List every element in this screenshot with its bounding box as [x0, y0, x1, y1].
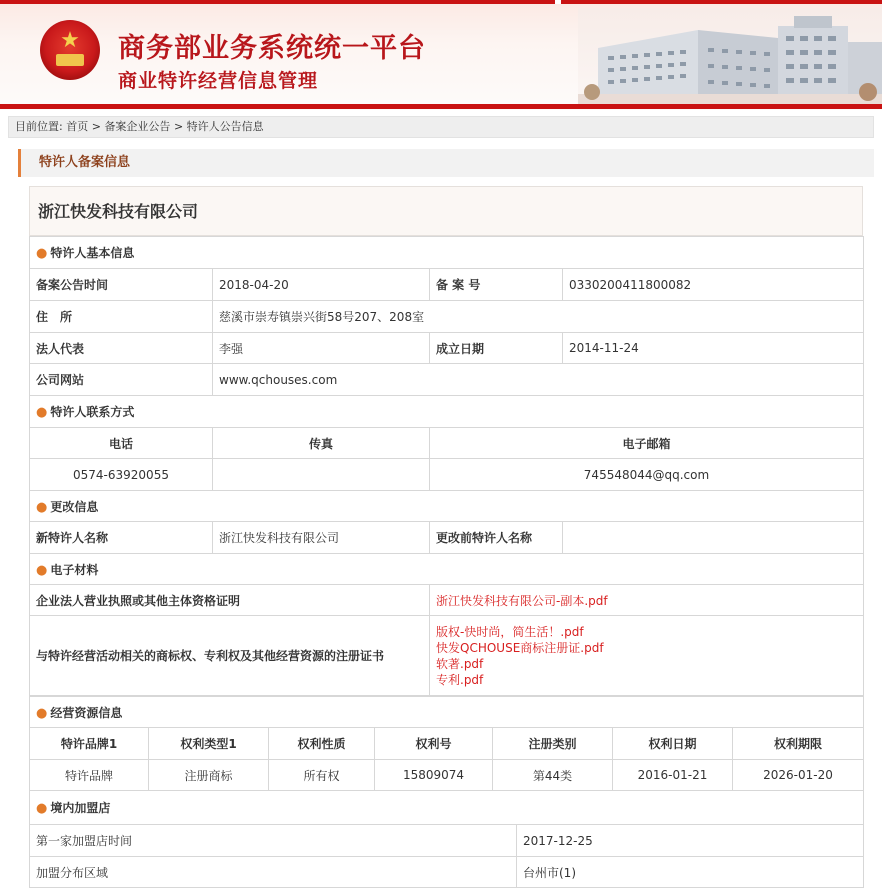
cell-class: 第44类 [493, 760, 613, 791]
cell-brand: 特许品牌 [30, 760, 149, 791]
column-header-right-date: 权利日期 [613, 728, 733, 760]
region-label: 加盟分布区域 [30, 857, 517, 888]
new-name-label: 新特许人名称 [30, 522, 213, 554]
basic-info-table [29, 236, 864, 428]
email-value: 745548044@qq.com [430, 459, 864, 491]
phone-value: 0574-63920055 [30, 459, 213, 491]
resources-table [29, 696, 864, 825]
bullet-icon: ● [36, 246, 48, 261]
column-header-right-no: 权利号 [375, 728, 493, 760]
ip-file-link[interactable]: 版权-快时尚，简生活！.pdf [436, 624, 584, 639]
fax-value [213, 459, 430, 491]
header-bottom-stripe [0, 104, 882, 109]
ip-file-link[interactable]: 软著.pdf [436, 656, 484, 671]
breadcrumb-separator: > [173, 120, 184, 133]
breadcrumb [8, 116, 874, 138]
change-info-table [29, 490, 864, 585]
address-value: 慈溪市崇寿镇崇兴街58号207、208室 [213, 301, 864, 333]
table-row [30, 760, 864, 791]
region-value: 台州市(1) [517, 857, 864, 888]
basic-info-heading: ● 特许人基本信息 [30, 237, 864, 269]
bullet-icon: ● [36, 405, 48, 420]
column-header-right-type: 权利类型1 [149, 728, 269, 760]
founded-label: 成立日期 [430, 333, 563, 364]
contact-heading: ● 特许人联系方式 [30, 396, 864, 428]
phone-column-header: 电话 [30, 428, 213, 459]
bullet-icon: ● [36, 562, 48, 578]
first-store-label: 第一家加盟店时间 [30, 825, 517, 857]
email-column-header: 电子邮箱 [430, 428, 864, 459]
cell-right-term: 2026-01-20 [733, 760, 864, 791]
company-name: 浙江快发科技有限公司 [29, 186, 863, 236]
stores-heading: ● 境内加盟店 [30, 791, 864, 825]
breadcrumb-prefix: 目前位置: [15, 120, 63, 133]
resources-heading: ● 经营资源信息 [30, 697, 864, 728]
breadcrumb-home-link[interactable]: 首页 [66, 120, 89, 133]
founded-value: 2014-11-24 [563, 333, 864, 364]
header-top-stripe [0, 0, 882, 4]
bullet-icon: ● [36, 801, 48, 816]
cell-right-date: 2016-01-21 [613, 760, 733, 791]
breadcrumb-separator: > [91, 120, 101, 133]
record-date-label: 备案公告时间 [30, 269, 213, 301]
old-name-value [563, 522, 864, 554]
column-header-brand: 特许品牌1 [30, 728, 149, 760]
record-no-value: 0330200411800082 [563, 269, 864, 301]
legal-rep-value: 李强 [213, 333, 430, 364]
ip-certificate-files [430, 616, 864, 696]
bullet-icon: ● [36, 705, 48, 721]
stores-table [29, 824, 864, 888]
cell-right-no: 15809074 [375, 760, 493, 791]
fax-column-header: 传真 [213, 428, 430, 459]
platform-subtitle: 商业特许经营信息管理 [118, 70, 319, 92]
column-header-right-nature: 权利性质 [269, 728, 375, 760]
record-date-value: 2018-04-20 [213, 269, 430, 301]
ip-file-link[interactable]: 专利.pdf [436, 672, 484, 687]
license-file-link[interactable]: 浙江快发科技有限公司-副本.pdf [430, 585, 864, 616]
materials-heading: ● 电子材料 [30, 554, 864, 585]
breadcrumb-current: 特许人公告信息 [186, 120, 264, 133]
national-emblem-icon: ★ [40, 20, 100, 80]
address-label: 住 所 [30, 301, 213, 333]
license-label: 企业法人营业执照或其他主体资格证明 [30, 585, 430, 616]
ip-certificates-label: 与特许经营活动相关的商标权、专利权及其他经营资源的注册证书 [30, 616, 430, 696]
cell-right-type: 注册商标 [149, 760, 269, 791]
first-store-value: 2017-12-25 [517, 825, 864, 857]
contact-table [29, 427, 864, 491]
column-header-right-term: 权利期限 [733, 728, 864, 760]
column-header-class: 注册类别 [493, 728, 613, 760]
legal-rep-label: 法人代表 [30, 333, 213, 364]
ministry-building-image [578, 8, 882, 104]
materials-table [29, 584, 864, 696]
bullet-icon: ● [36, 499, 48, 515]
website-label: 公司网站 [30, 364, 213, 396]
breadcrumb-notice-link[interactable]: 备案企业公告 [104, 120, 171, 133]
old-name-label: 更改前特许人名称 [430, 522, 563, 554]
cell-right-nature: 所有权 [269, 760, 375, 791]
record-no-label: 备 案 号 [430, 269, 563, 301]
section-title: 特许人备案信息 [18, 149, 874, 177]
website-value: www.qchouses.com [213, 364, 864, 396]
new-name-value: 浙江快发科技有限公司 [213, 522, 430, 554]
site-header [0, 0, 882, 110]
change-heading: ● 更改信息 [30, 491, 864, 522]
platform-title: 商务部业务系统统一平台 [118, 33, 426, 64]
ip-file-link[interactable]: 快发QCHOUSE商标注册证.pdf [436, 640, 604, 655]
